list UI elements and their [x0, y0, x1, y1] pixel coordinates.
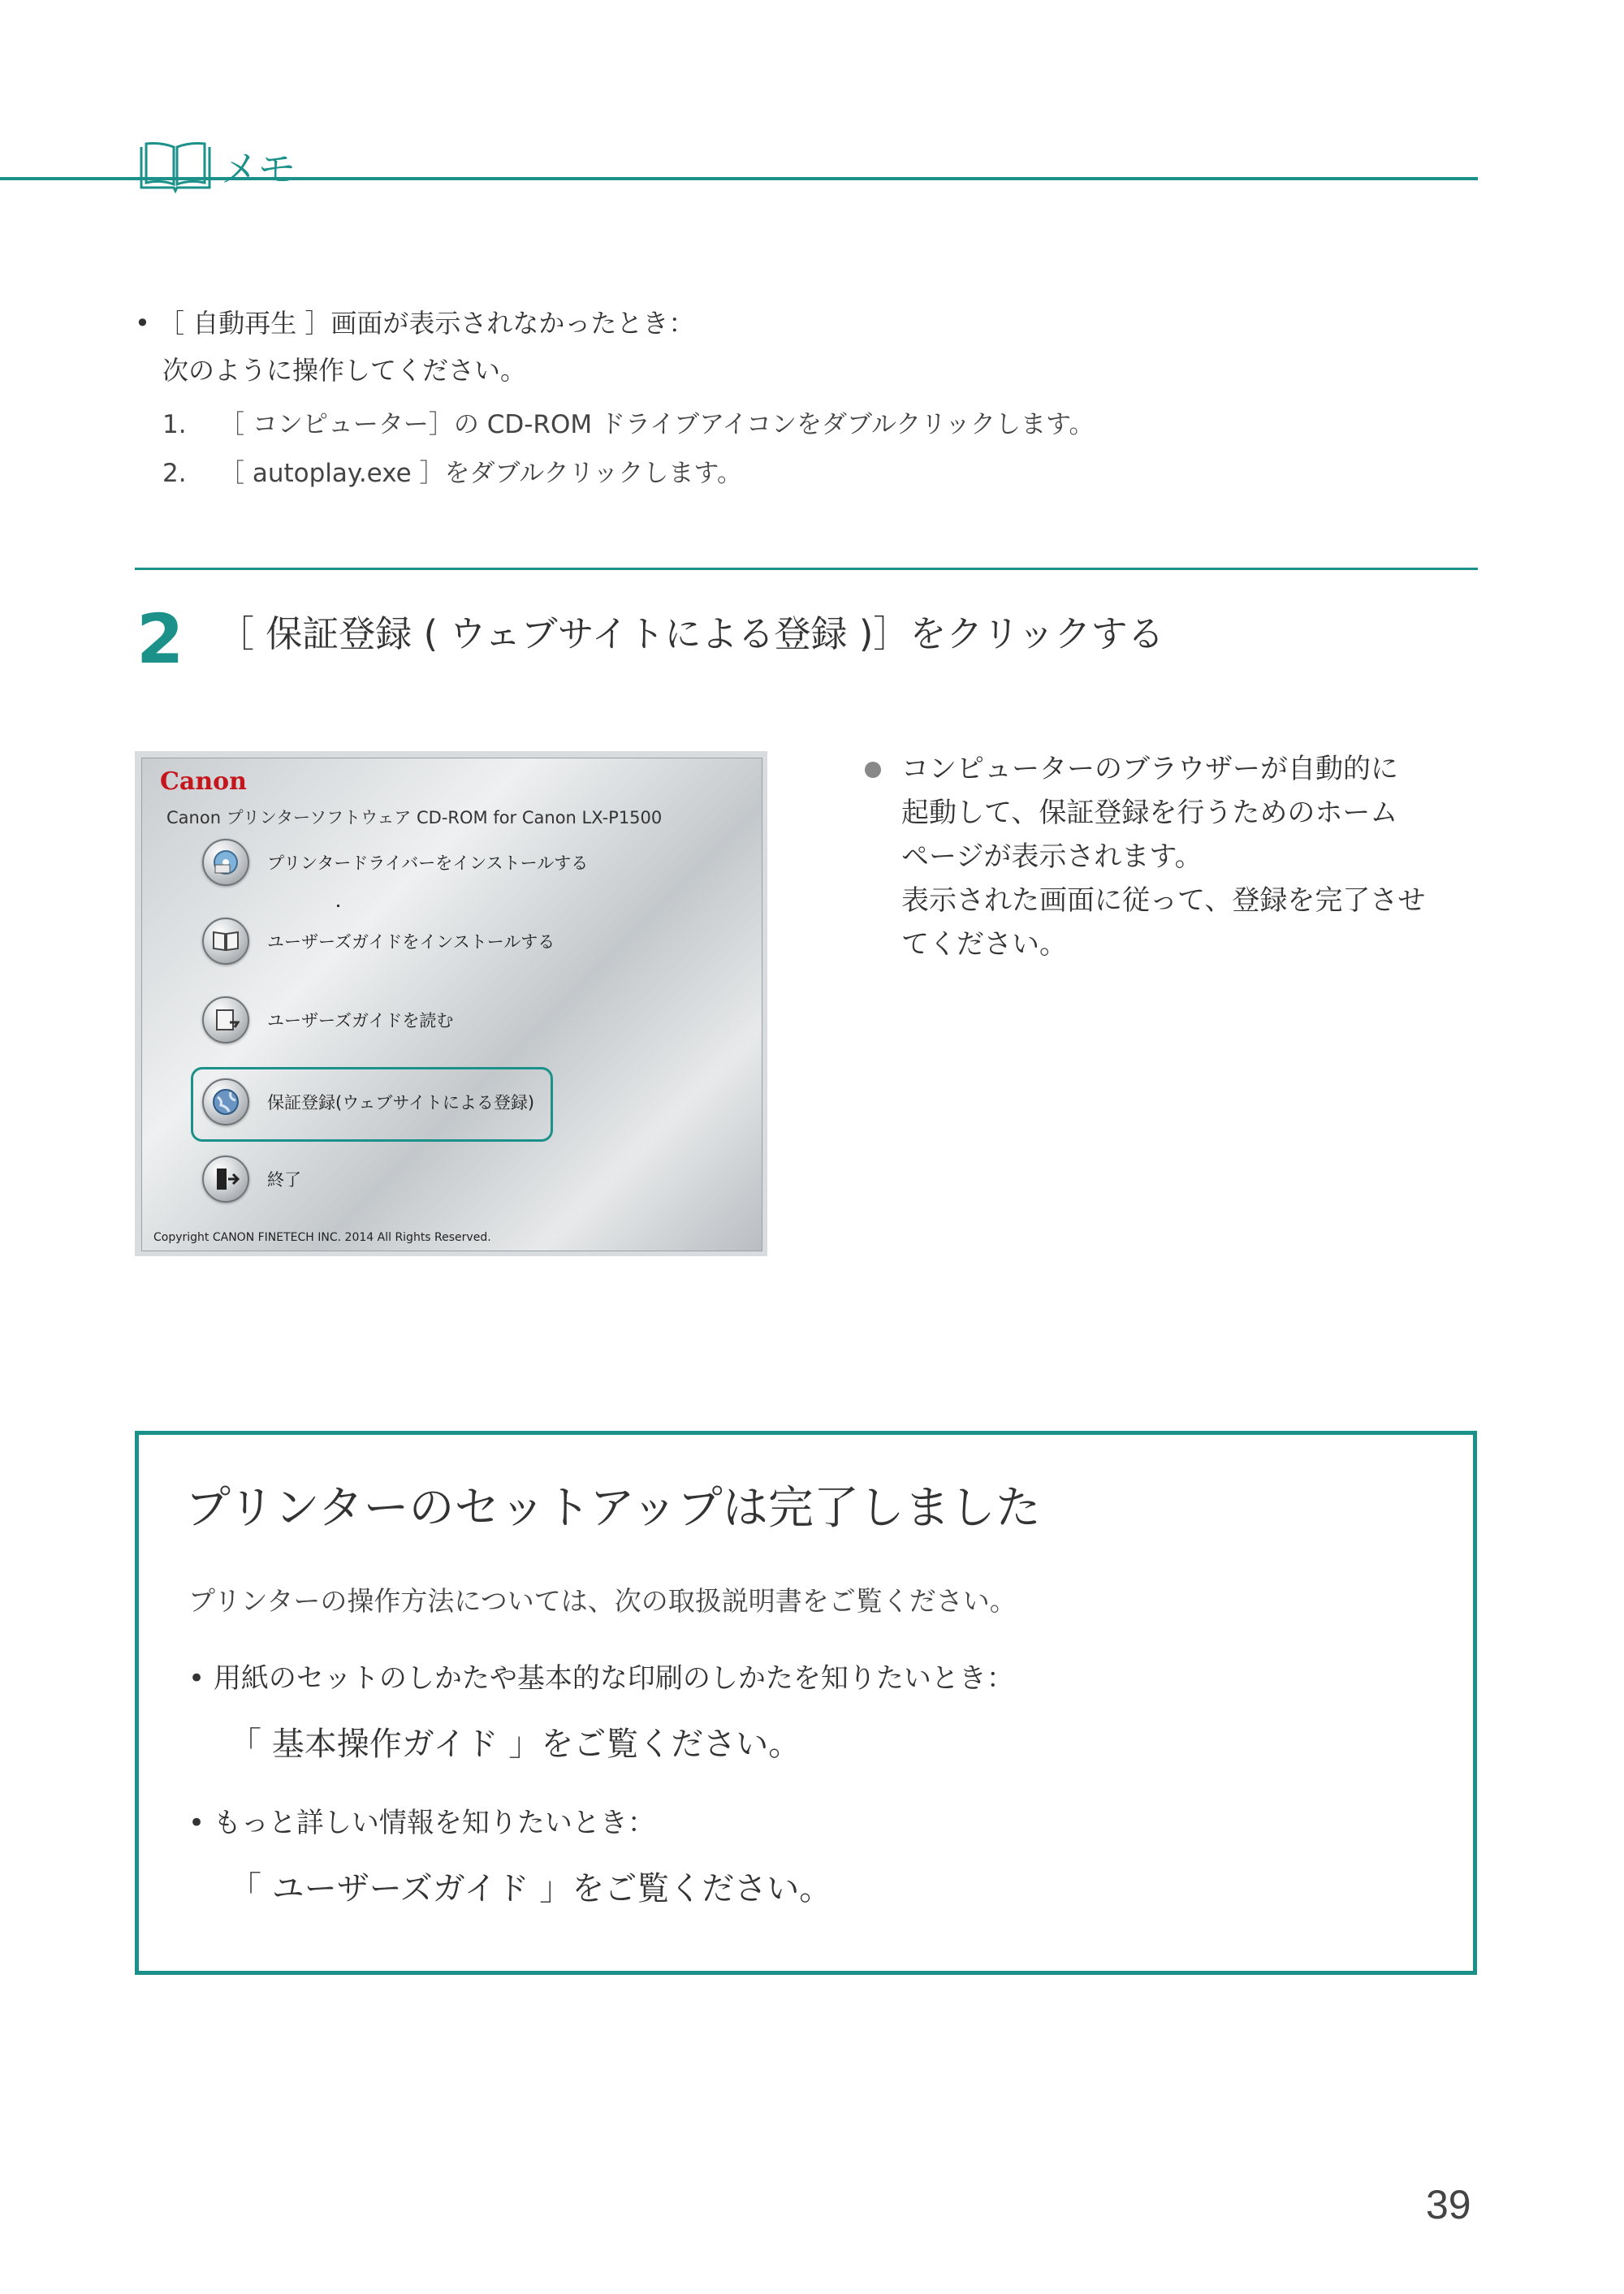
book-read-icon — [202, 996, 249, 1043]
menu-read-guide-label: ユーザーズガイドを読む — [267, 1011, 454, 1030]
installer-window — [141, 758, 762, 1251]
completion-title: プリンターのセットアップは完了しました — [185, 1482, 1041, 1535]
globe-icon — [202, 1078, 249, 1125]
memo-step-2 — [162, 461, 742, 486]
memo-bullet: • ［ 自動再生 ］画面が表示されなかったとき： — [135, 308, 695, 339]
menu-warranty-registration-label: 保証登録(ウェブサイトによる登録) — [267, 1093, 535, 1112]
menu-exit[interactable] — [202, 1150, 301, 1208]
exit-door-icon — [202, 1156, 249, 1203]
menu-install-guide-label: ユーザーズガイドをインストールする — [267, 932, 555, 952]
description-bullet — [865, 762, 881, 778]
step-number: 2 — [136, 599, 184, 679]
book-icon — [138, 140, 213, 197]
memo-step-1-num: 1. — [162, 410, 187, 439]
menu-warranty-registration[interactable] — [202, 1073, 534, 1131]
completion-guide-2: 「 ユーザーズガイド 」をご覧ください。 — [229, 1870, 832, 1907]
memo-step-1-text: ［ コンピューター］の CD-ROM ドライブアイコンをダブルクリックします。 — [219, 410, 1095, 439]
stray-dot — [337, 905, 339, 907]
book-install-icon — [202, 918, 249, 965]
installer-title: Canon プリンターソフトウェア CD-ROM for Canon LX-P1500 — [166, 808, 663, 827]
completion-guide-1: 「 基本操作ガイド 」をご覧ください。 — [229, 1726, 801, 1763]
installer-screenshot — [135, 751, 767, 1256]
canon-logo: Canon — [160, 767, 247, 796]
menu-read-guide[interactable] — [202, 991, 453, 1049]
step-rule — [135, 568, 1478, 570]
menu-install-guide[interactable] — [202, 912, 555, 970]
memo-step-1 — [162, 410, 1095, 439]
installer-copyright: Copyright CANON FINETECH INC. 2014 All Rights Reserved. — [153, 1231, 491, 1244]
menu-exit-label: 終了 — [267, 1170, 301, 1190]
memo-title: メモ — [221, 147, 296, 191]
memo-heading — [138, 140, 296, 198]
memo-step-2-text: ［ autoplay.exe ］をダブルクリックします。 — [219, 459, 742, 488]
menu-install-driver-label: プリンタードライバーをインストールする — [267, 853, 589, 873]
step-title: ［ 保証登録 ( ウェブサイトによる登録 )］をクリックする — [218, 612, 1164, 655]
completion-item-1: • 用紙のセットのしかたや基本的な印刷のしかたを知りたいとき： — [188, 1662, 1014, 1695]
description-line-5: てください。 — [901, 928, 1067, 961]
completion-intro: プリンターの操作方法については、次の取扱説明書をご覧ください。 — [188, 1585, 1017, 1617]
description-line-4: 表示された画面に従って、登録を完了させ — [901, 884, 1426, 917]
completion-item-2: • もっと詳しい情報を知りたいとき： — [188, 1807, 655, 1839]
memo-intro: 次のように操作してください。 — [162, 355, 527, 386]
description-line-1: コンピューターのブラウザーが自動的に — [901, 753, 1398, 785]
memo-step-2-num: 2. — [162, 459, 187, 488]
description-line-2: 起動して、保証登録を行うためのホーム — [901, 797, 1398, 829]
menu-install-driver[interactable] — [202, 833, 588, 892]
printer-disc-icon — [202, 839, 249, 886]
description-line-3: ページが表示されます。 — [901, 840, 1203, 873]
page-number: 39 — [1426, 2182, 1471, 2227]
